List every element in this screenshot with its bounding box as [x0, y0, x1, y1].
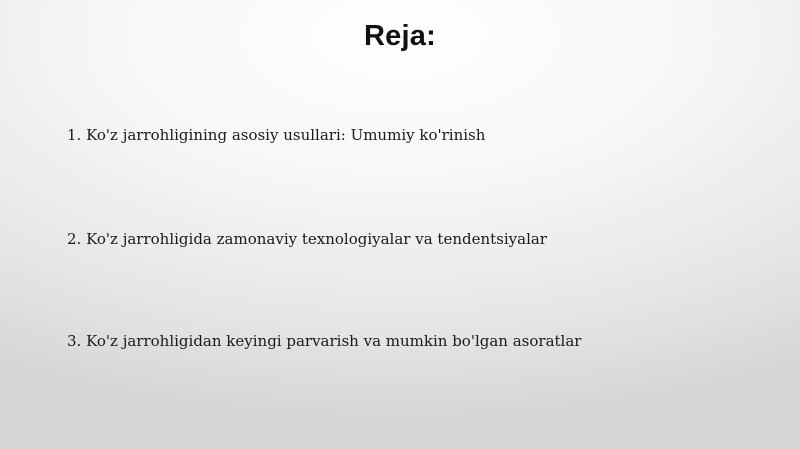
plan-item-2: 2. Ko'z jarrohligida zamonaviy texnologiyalar va tendentsiyalar: [67, 230, 547, 248]
plan-item-3: 3. Ko'z jarrohligidan keyingi parvarish va mumkin bo'lgan asoratlar: [67, 332, 582, 350]
slide-title: Reja:: [364, 20, 436, 52]
plan-item-1: 1. Ko'z jarrohligining asosiy usullari: Umumiy ko'rinish: [67, 126, 486, 144]
